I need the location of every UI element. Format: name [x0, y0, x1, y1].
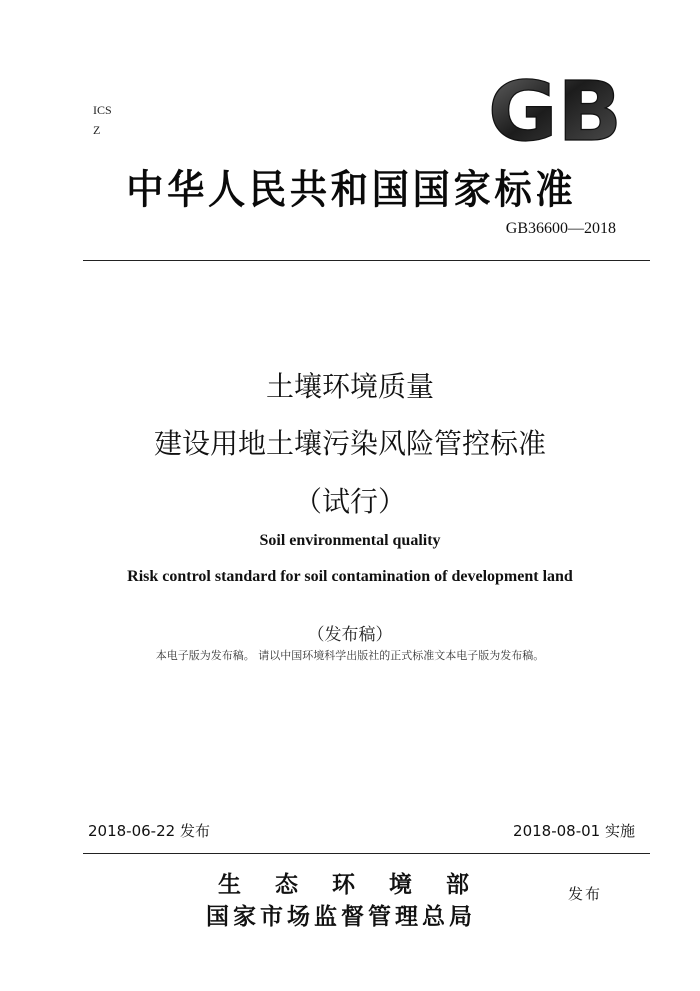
draft-label: （发布稿） — [307, 625, 393, 645]
issuer-administration: 国家市场监督管理总局 — [206, 903, 476, 930]
classification-code: Z — [93, 123, 101, 137]
issue-date: 2018-06-22 发布 — [88, 822, 210, 840]
chinese-title-line-1: 土壤环境质量 — [265, 370, 434, 403]
ics-label: ICS — [93, 103, 112, 117]
chinese-title-line-3: （试行） — [293, 485, 406, 518]
standard-number: GB36600—2018 — [505, 220, 616, 237]
implementation-date: 2018-08-01 实施 — [513, 822, 635, 840]
logo-text: GB — [488, 74, 622, 146]
draft-note: 本电子版为发布稿。 请以中国环境科学出版社的正式标准文本电子版为发布稿。 — [155, 649, 545, 662]
issuer-ministry: 生态环境部 — [218, 871, 503, 898]
national-standard-title: 中华人民共和国国家标准 — [126, 166, 577, 213]
publish-label: 发布 — [568, 885, 603, 903]
bottom-divider — [83, 853, 650, 854]
english-title-line-1: Soil environmental quality — [259, 532, 441, 549]
gb-logo — [486, 74, 624, 146]
chinese-title-line-2: 建设用地土壤污染风险管控标准 — [153, 427, 546, 460]
english-title-line-2: Risk control standard for soil contamination of development land — [127, 568, 573, 585]
top-divider — [83, 260, 650, 261]
ics-block — [93, 100, 112, 140]
